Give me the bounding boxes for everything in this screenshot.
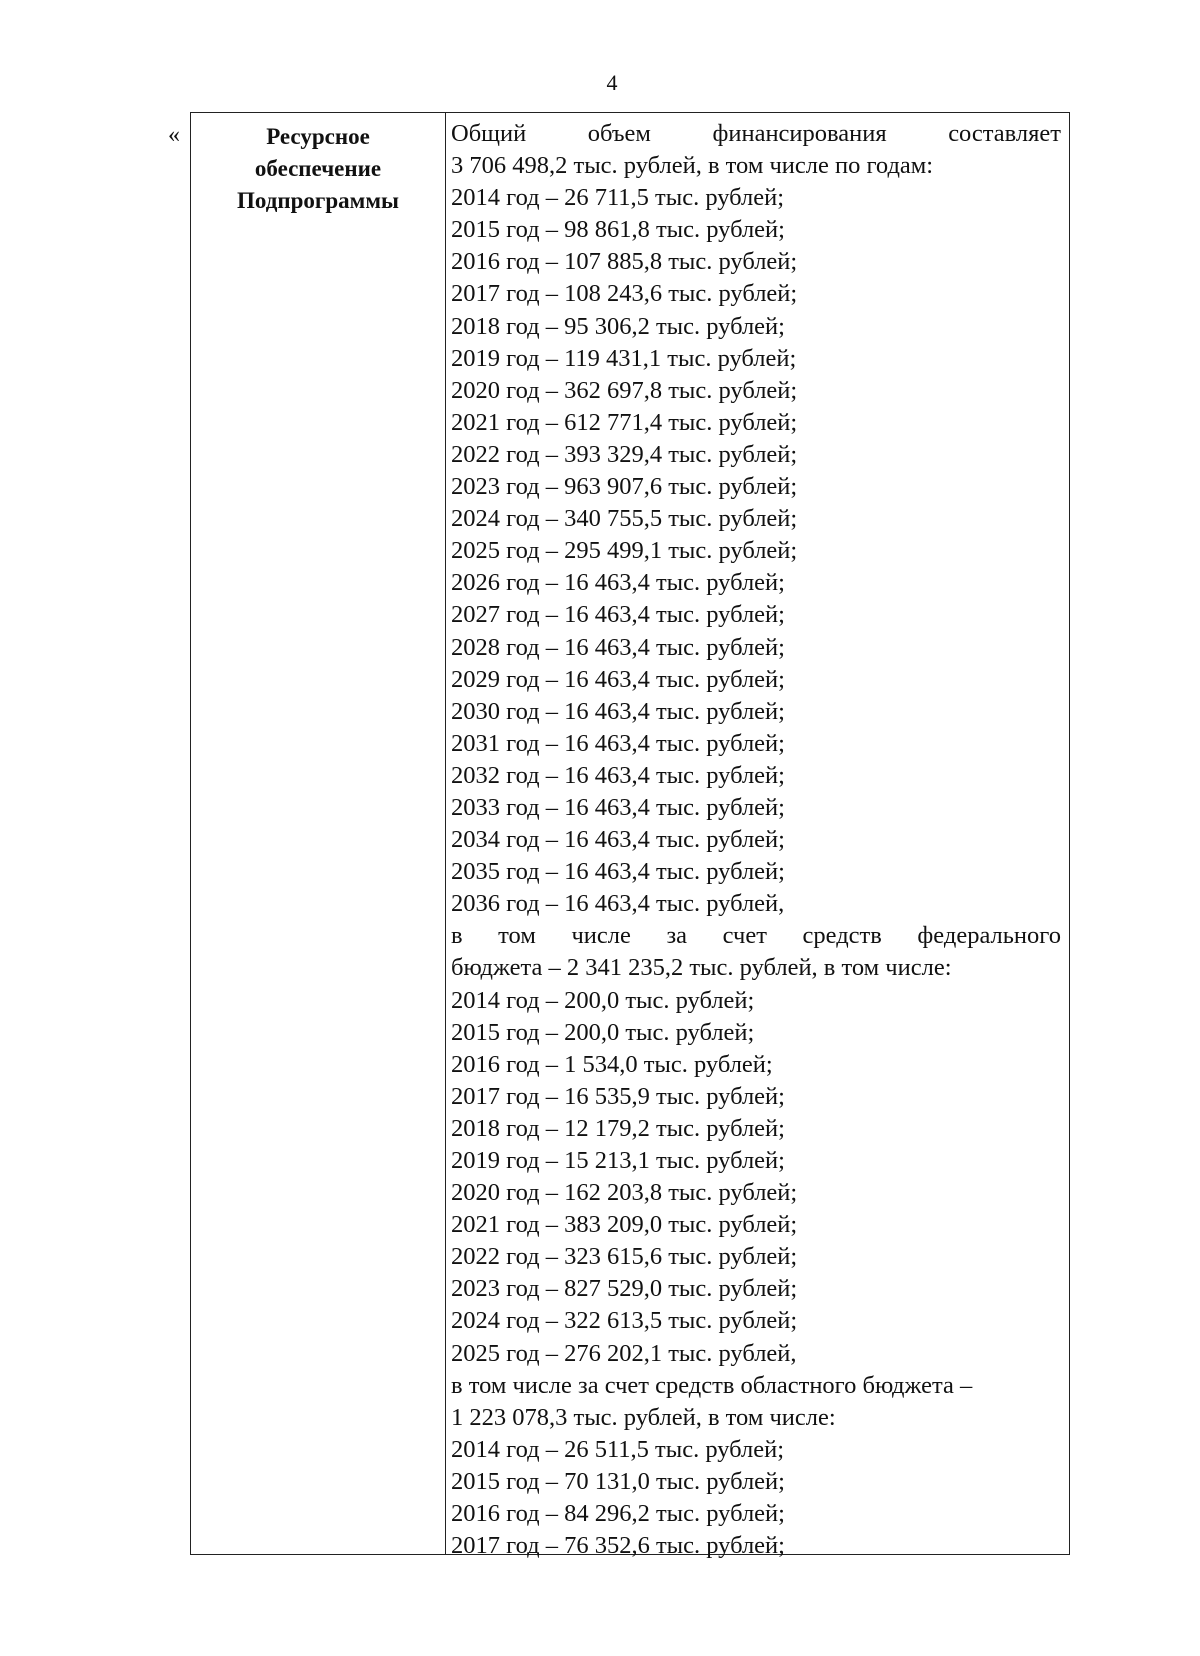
total-year-line: 2027 год – 16 463,4 тыс. рублей; xyxy=(451,601,785,629)
row-label-line: обеспечение xyxy=(254,156,382,181)
federal-year-line: 2015 год – 200,0 тыс. рублей; xyxy=(451,1018,755,1046)
row-label-cell xyxy=(191,121,445,217)
row-content-cell xyxy=(451,118,1061,1562)
federal-year-line: 2022 год – 323 615,6 тыс. рублей; xyxy=(451,1243,798,1271)
total-year-line: 2016 год – 107 885,8 тыс. рублей; xyxy=(451,248,798,276)
total-year-line: 2017 год – 108 243,6 тыс. рублей; xyxy=(451,280,798,308)
total-year-line: 2036 год – 16 463,4 тыс. рублей, xyxy=(451,890,785,918)
federal-year-line: 2019 год – 15 213,1 тыс. рублей; xyxy=(451,1147,785,1174)
column-divider xyxy=(445,113,446,1554)
total-year-line: 2025 год – 295 499,1 тыс. рублей; xyxy=(451,537,798,565)
row-label-line: Подпрограммы xyxy=(237,188,399,213)
federal-year-line: 2021 год – 383 209,0 тыс. рублей; xyxy=(451,1211,798,1239)
total-year-line: 2026 год – 16 463,4 тыс. рублей; xyxy=(451,569,785,597)
total-year-line: 2030 год – 16 463,4 тыс. рублей; xyxy=(451,697,785,725)
funding-table xyxy=(190,112,1070,1560)
regional-year-line: 2015 год – 70 131,0 тыс. рублей; xyxy=(451,1467,785,1495)
federal-year-line: 2023 год – 827 529,0 тыс. рублей; xyxy=(451,1275,798,1303)
page-number: 4 xyxy=(606,70,618,95)
federal-year-line: 2025 год – 276 202,1 тыс. рублей, xyxy=(451,1339,797,1367)
federal-year-line: 2018 год – 12 179,2 тыс. рублей; xyxy=(451,1114,785,1142)
federal-year-line: 2024 год – 322 613,5 тыс. рублей; xyxy=(451,1307,798,1335)
regional-year-line: 2017 год – 76 352,6 тыс. рублей; xyxy=(451,1532,785,1560)
regional-funding-intro: в том числе за счет средств областного бюджета – xyxy=(451,1371,973,1399)
total-year-line: 2024 год – 340 755,5 тыс. рублей; xyxy=(451,505,798,533)
federal-year-line: 2020 год – 162 203,8 тыс. рублей; xyxy=(451,1179,798,1207)
federal-year-line: 2017 год – 16 535,9 тыс. рублей; xyxy=(451,1082,785,1110)
total-year-line: 2031 год – 16 463,4 тыс. рублей; xyxy=(451,729,785,757)
federal-by-year-list xyxy=(451,985,1061,1370)
federal-funding-intro: в том числе за счет средств федерального xyxy=(451,922,1061,950)
federal-funding-amount: бюджета – 2 341 235,2 тыс. рублей, в том числе: xyxy=(451,954,952,982)
total-year-line: 2023 год – 963 907,6 тыс. рублей; xyxy=(451,473,798,501)
regional-funding-amount: 1 223 078,3 тыс. рублей, в том числе: xyxy=(451,1403,836,1431)
federal-year-line: 2016 год – 1 534,0 тыс. рублей; xyxy=(451,1050,773,1078)
total-funding-intro: Общий объем финансирования составляет xyxy=(451,120,1061,147)
total-by-year-list xyxy=(451,182,1061,920)
total-funding-amount: 3 706 498,2 тыс. рублей, в том числе по годам: xyxy=(451,152,934,180)
federal-year-line: 2014 год – 200,0 тыс. рублей; xyxy=(451,986,755,1014)
total-year-line: 2018 год – 95 306,2 тыс. рублей; xyxy=(451,312,785,340)
total-year-line: 2021 год – 612 771,4 тыс. рублей; xyxy=(451,408,798,436)
total-year-line: 2032 год – 16 463,4 тыс. рублей; xyxy=(451,761,785,789)
total-year-line: 2020 год – 362 697,8 тыс. рублей; xyxy=(451,376,798,404)
total-year-line: 2029 год – 16 463,4 тыс. рублей; xyxy=(451,665,785,693)
total-year-line: 2015 год – 98 861,8 тыс. рублей; xyxy=(451,216,785,244)
total-year-line: 2022 год – 393 329,4 тыс. рублей; xyxy=(451,440,798,468)
total-year-line: 2014 год – 26 711,5 тыс. рублей; xyxy=(451,184,785,212)
total-year-line: 2028 год – 16 463,4 тыс. рублей; xyxy=(451,633,785,661)
total-year-line: 2034 год – 16 463,4 тыс. рублей; xyxy=(451,826,785,854)
total-year-line: 2035 год – 16 463,4 тыс. рублей; xyxy=(451,858,785,886)
total-year-line: 2019 год – 119 431,1 тыс. рублей; xyxy=(451,344,797,372)
regional-year-line: 2014 год – 26 511,5 тыс. рублей; xyxy=(451,1435,785,1463)
opening-quote-mark: « xyxy=(168,122,180,148)
total-year-line: 2033 год – 16 463,4 тыс. рублей; xyxy=(451,793,785,821)
regional-by-year-list xyxy=(451,1434,1061,1562)
row-label-line: Ресурсное xyxy=(266,124,370,149)
regional-year-line: 2016 год – 84 296,2 тыс. рублей; xyxy=(451,1500,785,1528)
